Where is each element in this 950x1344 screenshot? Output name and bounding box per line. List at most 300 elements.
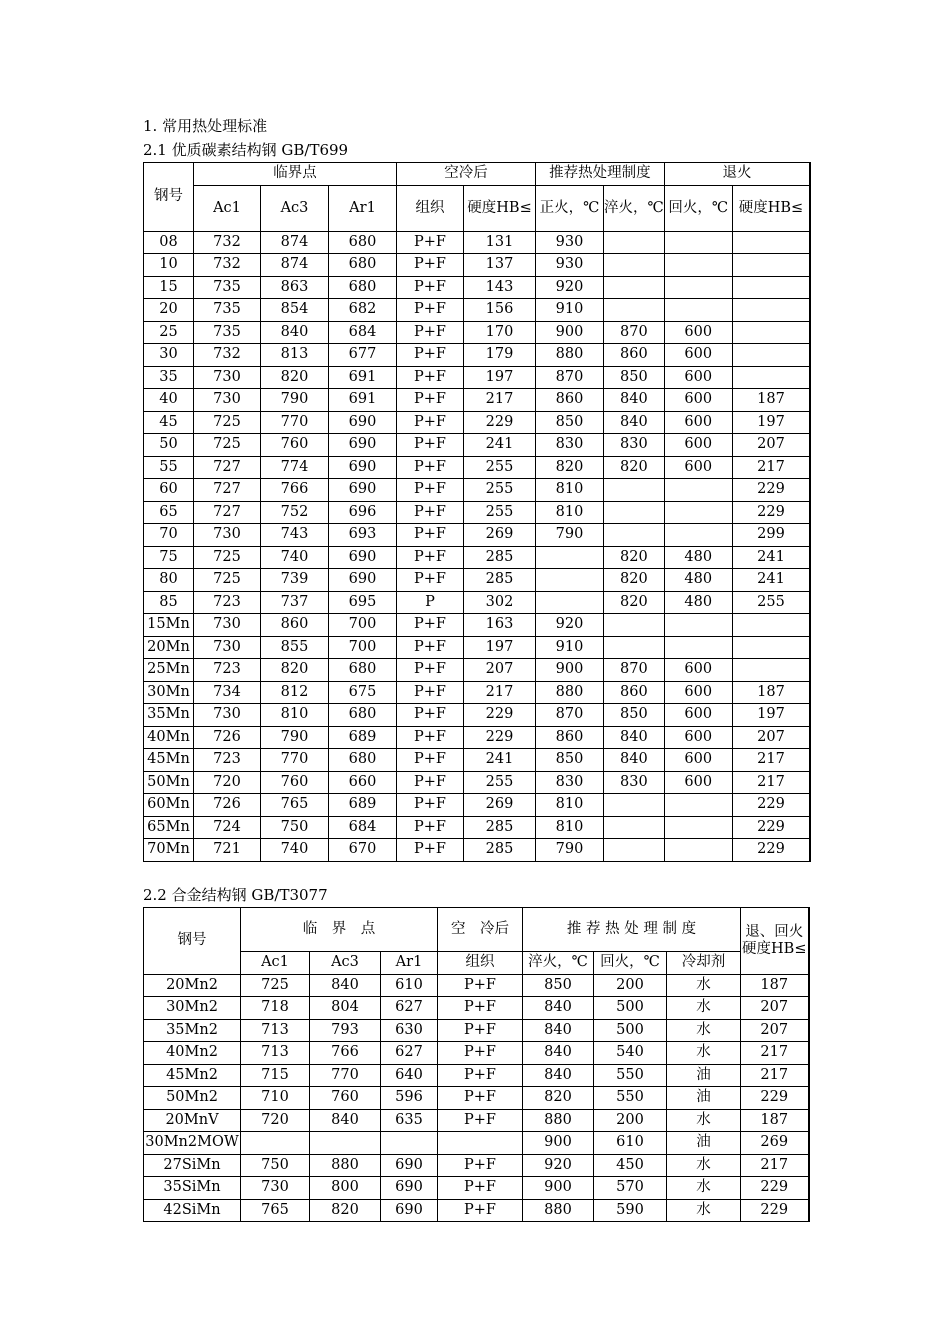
table-cell: 860 [604, 681, 665, 704]
table-cell: 725 [194, 434, 261, 457]
table-cell: 730 [194, 524, 261, 547]
table-row [144, 681, 811, 704]
table-cell: 874 [261, 254, 329, 277]
table-cell: 675 [329, 681, 397, 704]
table-row [144, 1042, 809, 1065]
table-cell [604, 254, 665, 277]
table-cell: 217 [732, 456, 810, 479]
table-cell: 880 [523, 1109, 594, 1132]
table-cell: 740 [261, 546, 329, 569]
table-cell: 480 [664, 591, 732, 614]
table-cell: 229 [732, 794, 810, 817]
table-cell: 480 [664, 546, 732, 569]
table-cell: 820 [536, 456, 604, 479]
table-cell: 30Mn [144, 681, 194, 704]
table-cell: 790 [261, 389, 329, 412]
table-cell: 695 [329, 591, 397, 614]
table-cell: P+F [397, 456, 464, 479]
table-cell: 860 [604, 344, 665, 367]
table-cell: P+F [397, 749, 464, 772]
table-cell: 217 [732, 771, 810, 794]
table-cell: 241 [464, 434, 536, 457]
table-cell [664, 794, 732, 817]
table-cell: 820 [523, 1087, 594, 1110]
table-cell [664, 479, 732, 502]
table-cell: 45Mn2 [144, 1064, 241, 1087]
table-cell: 689 [329, 726, 397, 749]
table-cell: 302 [464, 591, 536, 614]
table-cell: 920 [536, 614, 604, 637]
table-cell: P+F [397, 254, 464, 277]
table-cell: 910 [536, 299, 604, 322]
table-cell: 840 [604, 726, 665, 749]
table-cell: 80 [144, 569, 194, 592]
table-cell: 35Mn2 [144, 1019, 241, 1042]
table-cell: 850 [536, 749, 604, 772]
table-cell: 40Mn [144, 726, 194, 749]
table-cell: 690 [381, 1154, 438, 1177]
table-cell: 640 [381, 1064, 438, 1087]
table-cell: 610 [594, 1132, 667, 1155]
table-cell: 700 [329, 636, 397, 659]
table-row [144, 794, 811, 817]
table-cell: 35Mn [144, 704, 194, 727]
table-cell: 229 [732, 839, 810, 862]
table-cell: P+F [397, 614, 464, 637]
table-cell: P+F [397, 816, 464, 839]
table-row [144, 997, 809, 1020]
table-cell: P+F [438, 974, 523, 997]
table-cell: 770 [261, 411, 329, 434]
table-cell: 217 [464, 681, 536, 704]
table-cell: 860 [261, 614, 329, 637]
table-cell: 874 [261, 231, 329, 254]
table-row [144, 366, 811, 389]
table-cell: 217 [741, 1154, 809, 1177]
table-cell [664, 299, 732, 322]
carbon-steel-table [143, 162, 811, 862]
header-normalize: 正火，℃ [536, 185, 604, 231]
table-cell: 734 [194, 681, 261, 704]
table-cell [664, 254, 732, 277]
table-cell: 726 [194, 794, 261, 817]
table-row [144, 591, 811, 614]
header-temper: 回火，℃ [594, 952, 667, 975]
table-cell: 131 [464, 231, 536, 254]
table-cell: 900 [536, 659, 604, 682]
table-cell: 713 [241, 1019, 310, 1042]
table-cell: 790 [536, 524, 604, 547]
table-cell [664, 839, 732, 862]
table-cell: 870 [604, 321, 665, 344]
table-cell: 760 [261, 771, 329, 794]
table-cell [664, 231, 732, 254]
table-cell: 854 [261, 299, 329, 322]
table-cell: 760 [310, 1087, 381, 1110]
table-cell: 820 [604, 569, 665, 592]
table-cell: 820 [604, 456, 665, 479]
table-cell [732, 276, 810, 299]
table-cell: 45Mn [144, 749, 194, 772]
table-cell [732, 321, 810, 344]
table-cell [664, 276, 732, 299]
table-cell: 727 [194, 501, 261, 524]
table-row [144, 411, 811, 434]
table-cell: 693 [329, 524, 397, 547]
table-cell: 255 [464, 501, 536, 524]
table-cell: 08 [144, 231, 194, 254]
table-cell: 737 [261, 591, 329, 614]
table-cell: 207 [464, 659, 536, 682]
table-cell: 684 [329, 321, 397, 344]
table-cell: 790 [536, 839, 604, 862]
table-cell: 725 [194, 569, 261, 592]
table-cell: P+F [397, 479, 464, 502]
table-cell: P+F [397, 771, 464, 794]
table-cell: 830 [604, 434, 665, 457]
table-cell [732, 636, 810, 659]
table-cell: 680 [329, 231, 397, 254]
table-cell: P+F [397, 839, 464, 862]
table-cell: 25 [144, 321, 194, 344]
table-cell: 860 [536, 726, 604, 749]
table-cell: 42SiMn [144, 1199, 241, 1222]
table-cell: 241 [464, 749, 536, 772]
header-structure: 组织 [438, 952, 523, 975]
table-cell: 682 [329, 299, 397, 322]
table-cell: 900 [536, 321, 604, 344]
table-cell: 299 [732, 524, 810, 547]
table-cell: 743 [261, 524, 329, 547]
table-cell: 600 [664, 411, 732, 434]
table-row [144, 1064, 809, 1087]
table-cell: P+F [438, 1199, 523, 1222]
table-cell: 255 [464, 456, 536, 479]
table-cell: 730 [241, 1177, 310, 1200]
table-cell: 774 [261, 456, 329, 479]
page-heading: 1. 常用热处理标准 [143, 117, 268, 135]
table-cell: 596 [381, 1087, 438, 1110]
table-cell [732, 299, 810, 322]
table-row [144, 479, 811, 502]
table-cell: 723 [194, 749, 261, 772]
table-row [144, 434, 811, 457]
table-cell: P [397, 591, 464, 614]
table-cell: 241 [732, 569, 810, 592]
header-air-cooled: 空 冷后 [438, 908, 523, 952]
table-row [144, 276, 811, 299]
table-cell: 269 [464, 794, 536, 817]
table-cell: 217 [732, 749, 810, 772]
table-cell: P+F [397, 636, 464, 659]
table-cell: 197 [732, 704, 810, 727]
table-row [144, 771, 811, 794]
table-row [144, 704, 811, 727]
table-cell: 770 [261, 749, 329, 772]
table-cell: 752 [261, 501, 329, 524]
table-cell: P+F [397, 411, 464, 434]
table-cell: 690 [329, 569, 397, 592]
table-cell: 229 [732, 816, 810, 839]
table-cell: P+F [438, 1177, 523, 1200]
table-cell: 600 [664, 321, 732, 344]
table-cell: 830 [536, 434, 604, 457]
table-cell: P+F [397, 659, 464, 682]
header-ac1: Ac1 [241, 952, 310, 975]
table-cell: 766 [261, 479, 329, 502]
table-cell: 850 [536, 411, 604, 434]
table-cell: P+F [397, 704, 464, 727]
table-cell: P+F [397, 344, 464, 367]
table-cell: 812 [261, 681, 329, 704]
table-cell: 137 [464, 254, 536, 277]
table-cell: 725 [241, 974, 310, 997]
table-cell: 水 [667, 974, 741, 997]
table-cell: 60Mn [144, 794, 194, 817]
table-row [144, 1019, 809, 1042]
header-grade: 钢号 [144, 163, 194, 232]
table-cell: 810 [536, 501, 604, 524]
header-anneal-hardness: 硬度HB≤ [732, 185, 810, 231]
table-cell: 870 [536, 366, 604, 389]
table-cell: 229 [732, 501, 810, 524]
table-cell [604, 479, 665, 502]
table-cell: 680 [329, 659, 397, 682]
table-cell: 85 [144, 591, 194, 614]
table-cell [604, 231, 665, 254]
header-grade: 钢号 [144, 908, 241, 975]
table-cell: 285 [464, 569, 536, 592]
table-cell: 840 [523, 997, 594, 1020]
table-cell: 水 [667, 997, 741, 1020]
table-cell: P+F [438, 997, 523, 1020]
table-row [144, 726, 811, 749]
table-cell: 627 [381, 997, 438, 1020]
table-row [144, 1087, 809, 1110]
table-cell: 241 [732, 546, 810, 569]
table-cell: 820 [604, 591, 665, 614]
table-cell [438, 1132, 523, 1155]
table-cell: 200 [594, 1109, 667, 1132]
table-cell: 70Mn [144, 839, 194, 862]
table-row [144, 974, 809, 997]
table-cell: 870 [536, 704, 604, 727]
table-row [144, 1177, 809, 1200]
table-cell: 723 [194, 659, 261, 682]
table-cell: 863 [261, 276, 329, 299]
table-cell: 550 [594, 1064, 667, 1087]
table-cell: 793 [310, 1019, 381, 1042]
table-cell: 187 [741, 1109, 809, 1132]
table-cell: 690 [329, 456, 397, 479]
table-cell: P+F [397, 366, 464, 389]
table-cell: 670 [329, 839, 397, 862]
table-cell: 715 [241, 1064, 310, 1087]
table-row [144, 816, 811, 839]
table-cell: 水 [667, 1019, 741, 1042]
table-cell: P+F [438, 1087, 523, 1110]
table-cell: 285 [464, 546, 536, 569]
table-cell: 156 [464, 299, 536, 322]
table-cell: 691 [329, 366, 397, 389]
table-cell: 269 [741, 1132, 809, 1155]
table-cell [664, 636, 732, 659]
table-cell [664, 501, 732, 524]
table-cell: 40 [144, 389, 194, 412]
table-cell: 600 [664, 456, 732, 479]
table-cell: 880 [310, 1154, 381, 1177]
table-row [144, 1109, 809, 1132]
table-cell: 170 [464, 321, 536, 344]
header-quench: 淬火，℃ [604, 185, 665, 231]
table-cell: 730 [194, 704, 261, 727]
table-cell [381, 1132, 438, 1155]
table-cell: 540 [594, 1042, 667, 1065]
table-cell: 680 [329, 254, 397, 277]
table-cell: 820 [604, 546, 665, 569]
table-row [144, 321, 811, 344]
table-cell: 197 [464, 366, 536, 389]
table-cell: P+F [397, 569, 464, 592]
table-cell: 600 [664, 434, 732, 457]
table-cell: 725 [194, 411, 261, 434]
table-row [144, 636, 811, 659]
table-cell: 20Mn2 [144, 974, 241, 997]
table-cell: P+F [438, 1064, 523, 1087]
table-cell: 570 [594, 1177, 667, 1200]
table-cell: 721 [194, 839, 261, 862]
table-row [144, 456, 811, 479]
table-cell: 750 [261, 816, 329, 839]
table-row [144, 299, 811, 322]
table-cell [604, 524, 665, 547]
header-anneal: 退火 [664, 163, 810, 186]
table-cell: 870 [604, 659, 665, 682]
table-cell: 20MnV [144, 1109, 241, 1132]
table-cell: 910 [536, 636, 604, 659]
table-cell: 600 [664, 749, 732, 772]
table-cell: 765 [241, 1199, 310, 1222]
table-cell: 684 [329, 816, 397, 839]
table-cell: 770 [310, 1064, 381, 1087]
table-cell: 600 [664, 771, 732, 794]
table-cell [664, 524, 732, 547]
table-cell: 690 [329, 434, 397, 457]
table-cell: 207 [732, 726, 810, 749]
table-cell: 690 [381, 1177, 438, 1200]
table-cell: 水 [667, 1042, 741, 1065]
header-quench: 淬火，℃ [523, 952, 594, 975]
table-cell: 720 [241, 1109, 310, 1132]
table-cell: 217 [464, 389, 536, 412]
table-cell [732, 254, 810, 277]
table-cell [604, 501, 665, 524]
table-cell: 726 [194, 726, 261, 749]
header-ac3: Ac3 [310, 952, 381, 975]
table-cell: 450 [594, 1154, 667, 1177]
table-cell: 500 [594, 997, 667, 1020]
table-cell: 163 [464, 614, 536, 637]
table-cell: 696 [329, 501, 397, 524]
table-cell: P+F [397, 546, 464, 569]
table-cell: P+F [397, 299, 464, 322]
header-recommended: 推 荐 热 处 理 制 度 [523, 908, 741, 952]
table-cell: 766 [310, 1042, 381, 1065]
table-cell: 732 [194, 231, 261, 254]
table-cell: 930 [536, 231, 604, 254]
table-cell: 725 [194, 546, 261, 569]
table-cell: 900 [523, 1177, 594, 1200]
table-cell: 660 [329, 771, 397, 794]
table-cell: 727 [194, 479, 261, 502]
table-row [144, 749, 811, 772]
table-cell: P+F [438, 1019, 523, 1042]
table-cell: 739 [261, 569, 329, 592]
table-cell: 75 [144, 546, 194, 569]
table-cell: 550 [594, 1087, 667, 1110]
header-ar1: Ar1 [329, 185, 397, 231]
table-row [144, 231, 811, 254]
table-cell: 820 [261, 659, 329, 682]
section-1-title: 2.1 优质碳素结构钢 GB/T699 [143, 141, 349, 159]
table-cell: P+F [438, 1154, 523, 1177]
table-cell [604, 299, 665, 322]
table-cell: 65 [144, 501, 194, 524]
table-cell: 735 [194, 276, 261, 299]
table-cell: 810 [261, 704, 329, 727]
table-row [144, 344, 811, 367]
header-critical-point: 临 界 点 [241, 908, 438, 952]
table-cell: 255 [464, 479, 536, 502]
table-cell: 735 [194, 321, 261, 344]
table-cell: P+F [397, 794, 464, 817]
table-cell: 840 [310, 974, 381, 997]
header-coolant: 冷却剂 [667, 952, 741, 975]
header-hardness: 硬度HB≤ [464, 185, 536, 231]
header-temper: 回火，℃ [664, 185, 732, 231]
table-cell [732, 659, 810, 682]
table-cell: 880 [523, 1199, 594, 1222]
table-cell: 610 [381, 974, 438, 997]
table-cell: 229 [732, 479, 810, 502]
table-cell: 730 [194, 366, 261, 389]
table-cell: 油 [667, 1064, 741, 1087]
table-cell: 730 [194, 389, 261, 412]
table-cell: 15 [144, 276, 194, 299]
table-cell: 710 [241, 1087, 310, 1110]
table-cell: 732 [194, 344, 261, 367]
table-cell: 680 [329, 704, 397, 727]
table-cell: 15Mn [144, 614, 194, 637]
table-cell: P+F [397, 681, 464, 704]
table-cell: 35 [144, 366, 194, 389]
table-cell: 690 [329, 546, 397, 569]
table-cell: 720 [194, 771, 261, 794]
table-cell: 229 [464, 704, 536, 727]
table-cell: 油 [667, 1087, 741, 1110]
table-row [144, 389, 811, 412]
table-cell: 229 [464, 411, 536, 434]
table-cell: 20Mn [144, 636, 194, 659]
section-2-title: 2.2 合金结构钢 GB/T3077 [143, 886, 328, 904]
table-cell: 水 [667, 1199, 741, 1222]
table-cell: 840 [523, 1042, 594, 1065]
table-cell: 500 [594, 1019, 667, 1042]
table-cell: 600 [664, 344, 732, 367]
table-cell: 920 [523, 1154, 594, 1177]
table-cell: 600 [664, 659, 732, 682]
table-cell: 804 [310, 997, 381, 1020]
